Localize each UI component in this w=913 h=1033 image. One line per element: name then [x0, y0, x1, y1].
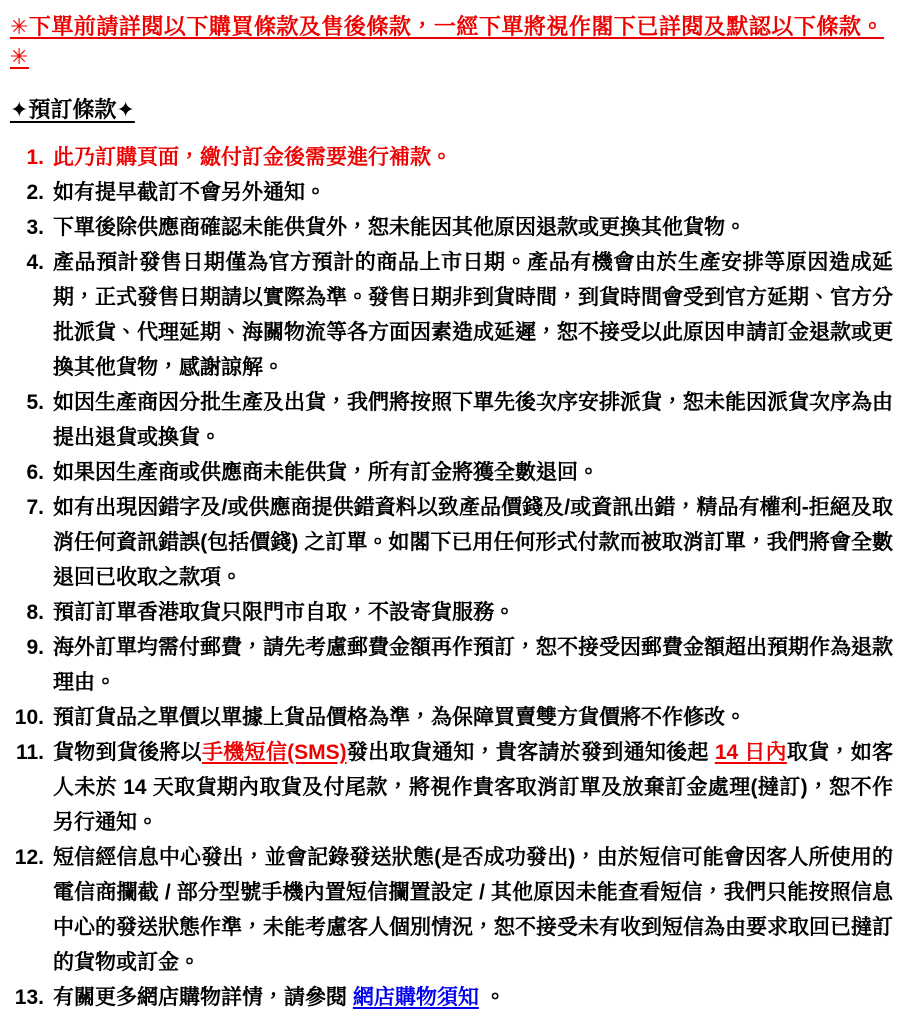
term-number: 11.	[15, 741, 44, 764]
term-item-4	[10, 245, 897, 385]
term-number: 10.	[14, 706, 44, 729]
term-item-11	[10, 735, 897, 840]
store-shopping-guide-link[interactable]: 網店購物須知	[352, 986, 479, 1009]
term-text: 如果因生產商或供應商未能供貨，所有訂金將獲全數退回。	[53, 461, 599, 484]
term-item-12	[10, 840, 897, 980]
term-text: 如有出現因錯字及/或供應商提供錯資料以致產品價錢及/或資訊出錯，精品有權利-拒絕及取消任何資訊錯誤(包括價錢) 之訂單。如閣下已用任何形式付款而被取消訂單，我們將會全數退回已收取之款項。	[53, 496, 893, 589]
term-item-6	[10, 455, 897, 490]
term-item-1	[10, 140, 897, 175]
term-text: 貨物到貨後將以手機短信(SMS)發出取貨通知，貴客請於發到通知後起 14 日內取貨，如客人未於 14 天取貨期內取貨及付尾款，將視作貴客取消訂單及放棄訂金處理(撻訂)，恕不作另行通知。	[53, 741, 893, 834]
pickup-deadline-highlight: 14 日內	[714, 741, 787, 764]
term-number: 12.	[14, 846, 44, 869]
term-item-2	[10, 175, 897, 210]
term-text: 預訂貨品之單價以單據上貨品價格為準，為保障買賣雙方貨價將不作修改。	[53, 706, 746, 729]
section-heading-text: ✦預訂條款✦	[10, 97, 135, 122]
term-text: 海外訂單均需付郵費，請先考慮郵費金額再作預訂，恕不接受因郵費金額超出預期作為退款理由。	[53, 636, 893, 694]
term-text: 短信經信息中心發出，並會記錄發送狀態(是否成功發出)，由於短信可能會因客人所使用的電信商攔截 / 部分型號手機內置短信攔置設定 / 其他原因未能查看短信，我們只能按照信息中心的發送狀態作準，未能考慮客人個別情況，恕不接受未有收到短信為由要求取回已撻訂的貨物或訂金。	[53, 846, 893, 974]
term-item-3	[10, 210, 897, 245]
term-number: 3.	[26, 216, 44, 239]
term-item-5	[10, 385, 897, 455]
pre-order-warning-banner: ✳下單前請詳閱以下購買條款及售後條款，一經下單將視作閣下已詳閱及默認以下條款。✳	[10, 14, 884, 69]
term-text: 產品預計發售日期僅為官方預計的商品上市日期。產品有機會由於生產安排等原因造成延期，正式發售日期請以實際為準。發售日期非到貨時間，到貨時間會受到官方延期、官方分批派貨、代理延期、海關物流等各方面因素造成延遲，恕不接受以此原因申請訂金退款或更換其他貨物，感謝諒解。	[53, 251, 893, 379]
term-number: 6.	[26, 461, 44, 484]
term-text: 預訂訂單香港取貨只限門市自取，不設寄貨服務。	[53, 601, 515, 624]
term-item-8	[10, 595, 897, 630]
term-text: 如有提早截訂不會另外通知。	[53, 181, 326, 204]
term-item-9	[10, 630, 897, 700]
term-text: 此乃訂購頁面，繳付訂金後需要進行補款。	[53, 146, 452, 169]
sms-notice-highlight: 手機短信(SMS)	[201, 741, 347, 764]
term-number: 2.	[26, 181, 44, 204]
term-item-7	[10, 490, 897, 595]
term-number: 9.	[26, 636, 44, 659]
section-heading-preorder-terms	[10, 96, 897, 124]
term-number: 1.	[26, 146, 44, 169]
term-number: 8.	[26, 601, 44, 624]
term-item-10	[10, 700, 897, 735]
term-number: 7.	[26, 496, 44, 519]
term-text: 有關更多網店購物詳情，請參閱 網店購物須知 。	[53, 986, 506, 1009]
term-number: 13.	[14, 986, 44, 1009]
term-text: 下單後除供應商確認未能供貨外，恕未能因其他原因退款或更換其他貨物。	[53, 216, 746, 239]
term-number: 5.	[26, 391, 44, 414]
terms-list	[10, 140, 897, 1015]
term-item-13	[10, 980, 897, 1015]
term-number: 4.	[26, 251, 44, 274]
term-text: 如因生產商因分批生產及出貨，我們將按照下單先後次序安排派貨，恕未能因派貨次序為由提出退貨或換貨。	[53, 391, 893, 449]
